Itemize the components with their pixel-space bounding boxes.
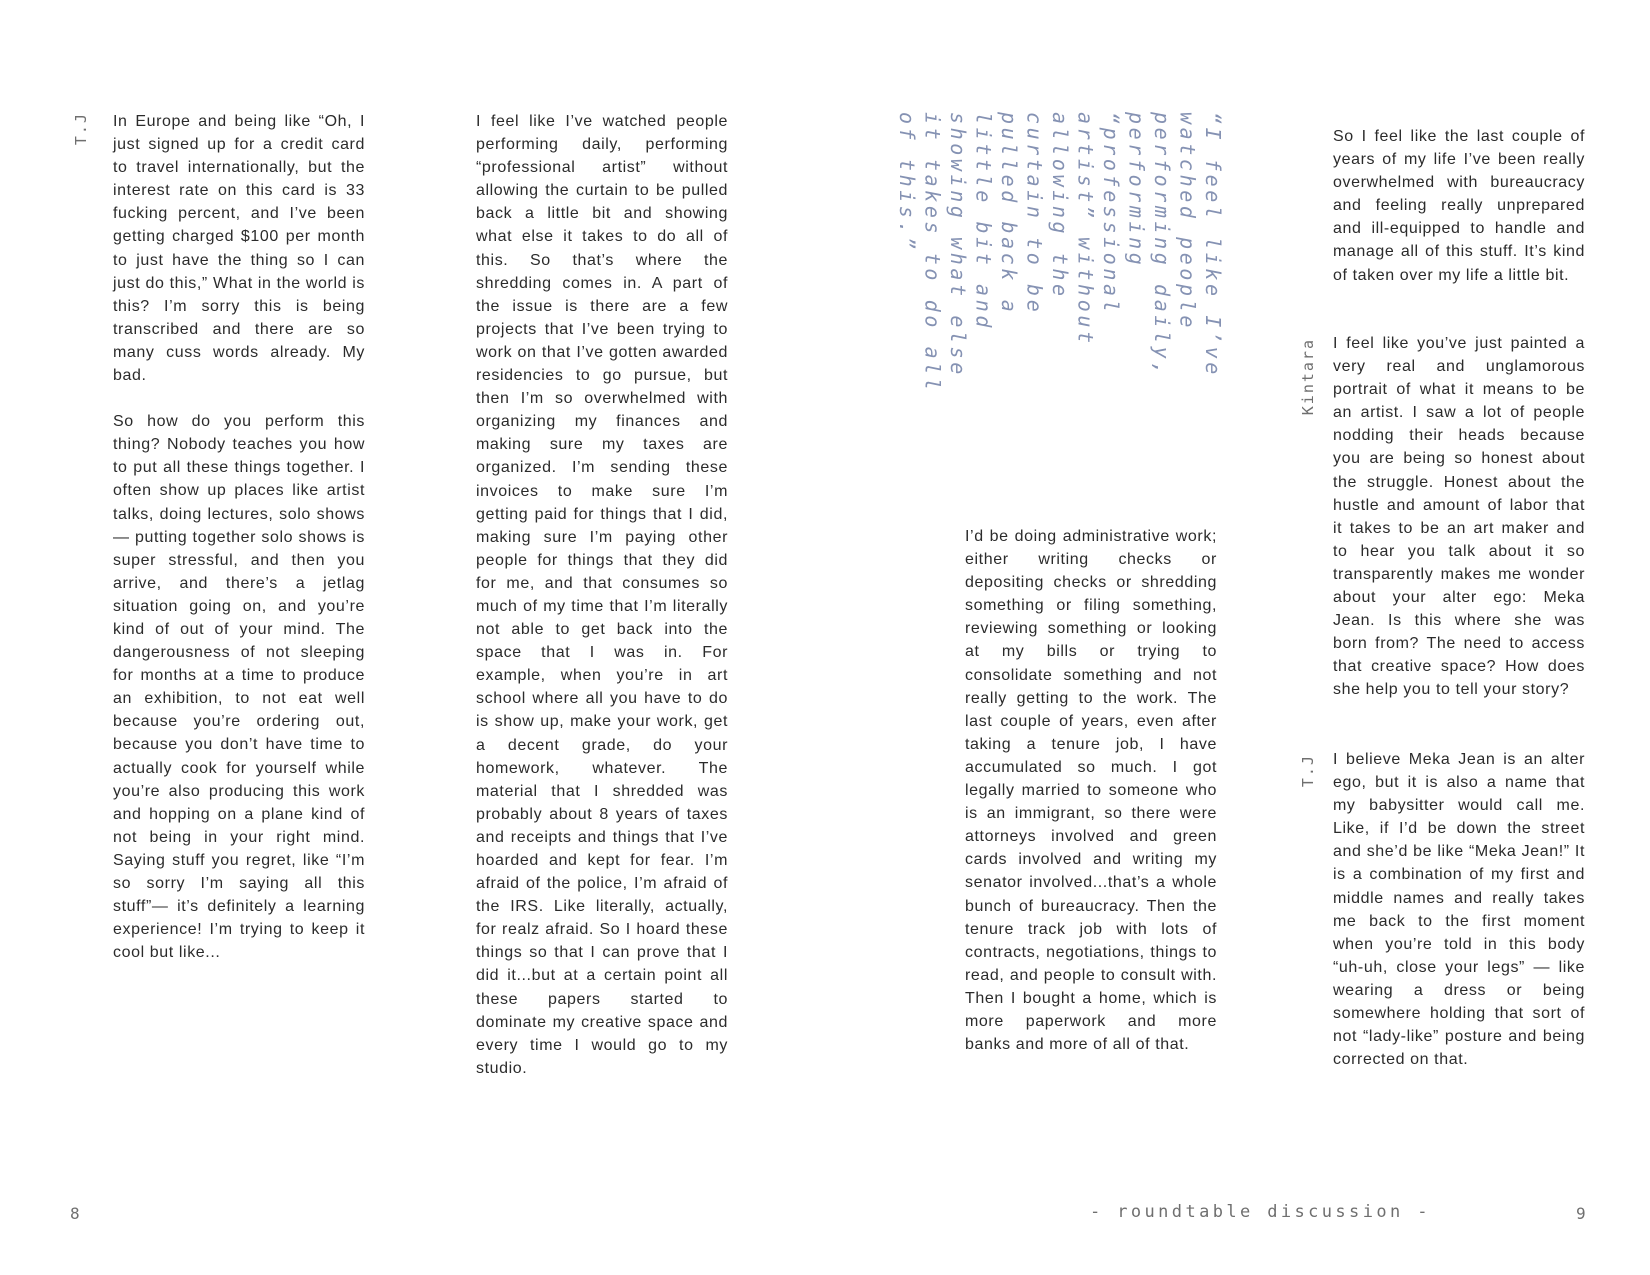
paragraph: I feel like you’ve just painted a very real and unglamorous portrait of what it means to be an artist. I saw a lot of people nodding their heads because you are being so honest about the struggle. Honest about the hustle and amount of labor that it takes to be an art maker and to hear you talk about it so transparently makes me wonder about your alter ego: Meka Jean. Is this where she was born from? The need to access that creative space? How does she help you to tell your story? [1333, 335, 1585, 699]
speaker-label-kintara: Kintara [1299, 338, 1317, 416]
paragraph: So I feel like the last couple of years of my life I’ve been really overwhelmed with bureaucracy and feeling really unprepared and ill-equipped to handle and manage all of this stuff. It’s kind of taken over my life a little bit. [1333, 128, 1585, 284]
paragraph: I believe Meka Jean is an alter ego, but it is also a name that my babysitter would call me. Like, if I’d be down the street and she’d be like “Meka Jean!” It is a combination of my first and middle names and really takes me back to the first moment when you’re told in this body “uh-uh, close your legs” — like wearing a dress or being somewhere holding that sort of not “lady-like” posture and being corrected on that. [1333, 751, 1585, 1069]
interview-column-4-intro [1333, 125, 1585, 287]
page-number-right: 9 [1576, 1204, 1587, 1223]
kintara-response [1333, 332, 1585, 702]
paragraph: In Europe and being like “Oh, I just signed up for a credit card to travel internationally, but the interest rate on this card is 33 fucking percent, and I’ve been getting charged $100 per month to just have the thing so I can just do this,” What in the world is this? I’m sorry this is being transcribed and there are so many cuss words already. My bad. [113, 113, 365, 385]
paragraph: So how do you perform this thing? Nobody teaches you how to put all these things together. I often show up places like artist talks, doing lectures, solo shows — putting together solo shows is super stressful, and then you arrive, and there’s a jetlag situation going on, and you’re kind of out of your mind. The dangerousness of not sleeping for months at a time to produce an exhibition, to not eat well because you’re ordering out, because you don’t have time to actually cook for yourself while you’re also producing this work and hopping on a plane kind of not being in your right mind. Saying stuff you regret, like “I’m so sorry I’m saying all this stuff”— it’s definitely a learning experience! I’m trying to keep it cool but like... [113, 413, 365, 962]
pull-quote: “I feel like I’ve watched people performing daily, performing “professional artist” without allowing the curtain to be pulled back a little bit and showing what else it takes to do all of this.” [895, 112, 1225, 394]
paragraph: I feel like I’ve watched people performing daily, performing “professional artist” without allowing the curtain to be pulled back a little bit and showing what else it takes to do all of this. So that’s where the shredding comes in. A part of the issue is there are a few projects that I’ve been trying to work on that I’ve gotten awarded residencies to go pursue, but then I’m so overwhelmed with organizing my finances and making sure my taxes are organized. I’m sending these invoices to make sure I’m getting paid for things that I did, making sure I’m paying other people for things that they did for me, and that consumes so much of my time that I’m literally not able to get back into the space that I was in. For example, when you’re in art school where all you have to do is show up, make your work, get a decent grade, do your homework, whatever. The material that I shredded was probably about 8 years of taxes and receipts and things that I’ve hoarded and kept for fear. I’m afraid of the police, I’m afraid of the IRS. Like literally, actually, for realz afraid. So I hoard these things so that I can prove that I did it...but at a certain point all these papers started to dominate my creative space and every time I would go to my studio. [476, 113, 728, 1077]
tj-response [1333, 748, 1585, 1071]
page-number-left: 8 [70, 1204, 81, 1223]
interview-column-3 [965, 525, 1217, 1056]
speaker-label-tj: T.J [72, 112, 90, 146]
paragraph: I’d be doing administrative work; either writing checks or depositing checks or shredding something or filing something, reviewing something or looking at my bills or trying to consolidate something and not really getting to the work. The last couple of years, even after taking a tenure job, I have accumulated so much. I got legally married to someone who is an immigrant, so there were attorneys involved and green cards involved and writing my senator involved...that’s a whole bunch of bureaucracy. Then the tenure track job with lots of contracts, negotiations, things to read, and people to consult with. Then I bought a home, which is more paperwork and more banks and more of all of that. [965, 528, 1217, 1054]
interview-column-1 [113, 110, 365, 964]
interview-column-2 [476, 110, 728, 1080]
section-title: - roundtable discussion - [1090, 1202, 1431, 1222]
speaker-label-tj: T.J [1299, 754, 1317, 788]
